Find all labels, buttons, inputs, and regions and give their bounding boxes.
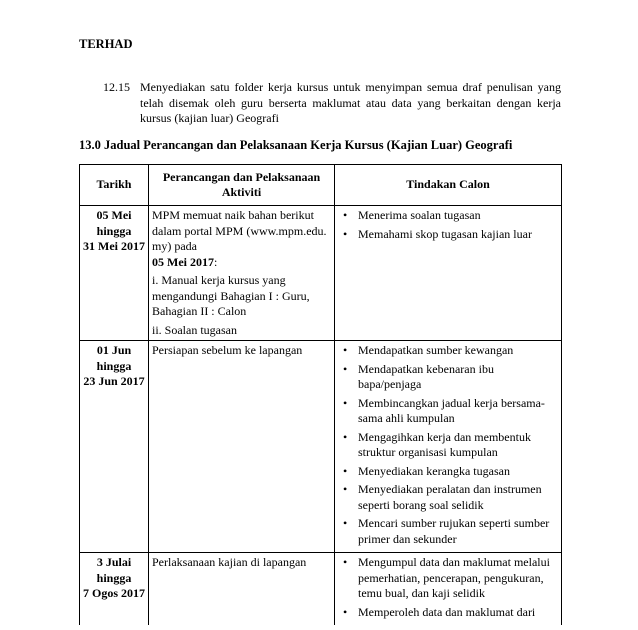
list-item: • Mengumpul data dan maklumat melalui pemerhatian, pencerapan, pengukuran, temu bual, dan kaji selidik [338, 555, 558, 602]
action-cell [335, 553, 562, 626]
header-action: Tindakan Calon [335, 165, 562, 206]
activity-cell [149, 341, 335, 553]
table-header-row [80, 165, 562, 206]
list-item: • Mendapatkan kebenaran ibu bapa/penjaga [338, 362, 558, 393]
date-cell [80, 206, 149, 341]
list-item: • Mengagihkan kerja dan membentuk struktur organisasi kumpulan [338, 430, 558, 461]
item-text: Menyediakan satu folder kerja kursus untuk menyimpan semua draf penulisan yang telah disemak oleh guru berserta maklumat atau data yang berkaitan dengan kerja kursus (kajian luar) Geografi [140, 80, 561, 125]
activity-text: Perlaksanaan kajian di lapangan [152, 555, 307, 569]
list-item: • Memahami skop tugasan kajian luar [338, 227, 558, 243]
date-end: 31 Mei 2017 [83, 239, 145, 253]
item-number: 12.15 [103, 80, 130, 94]
date-start: 3 Julai [96, 555, 132, 569]
list-item: • Memperoleh data dan maklumat dari [338, 605, 558, 621]
date-start: 01 Jun [96, 343, 132, 357]
list-item: • Menyediakan kerangka tugasan [338, 464, 558, 480]
action-cell [335, 206, 562, 341]
list-item: • Menyediakan peralatan dan instrumen seperti borang soal selidik [338, 482, 558, 513]
activity-text: i. Manual kerja kursus yang mengandungi Bahagian I : Guru, Bahagian II : Calon [152, 273, 310, 318]
list-item: • Membincangkan jadual kerja bersama-sama ahli kumpulan [338, 396, 558, 427]
list-item: • Mencari sumber rujukan seperti sumber primer dan sekunder [338, 516, 558, 547]
section-title: 13.0 Jadual Perancangan dan Pelaksanaan Kerja Kursus (Kajian Luar) Geografi [79, 138, 513, 152]
classification-label: TERHAD [79, 37, 133, 51]
date-sep: hingga [96, 570, 132, 585]
activity-cell [149, 206, 335, 341]
action-list [338, 555, 558, 620]
activity-text: MPM memuat naik bahan berikut dalam portal MPM (www.mpm.edu. my) pada [152, 208, 327, 253]
header-activity: Perancangan dan Pelaksanaan Aktiviti [149, 165, 335, 206]
activity-text: Persiapan sebelum ke lapangan [152, 343, 303, 357]
activity-text: ii. Soalan tugasan [152, 322, 237, 337]
header-date: Tarikh [80, 165, 149, 206]
schedule-table [79, 164, 562, 625]
date-cell [80, 553, 149, 626]
date-end: 23 Jun 2017 [83, 374, 145, 388]
action-cell [335, 341, 562, 553]
list-item: • Menerima soalan tugasan [338, 208, 558, 224]
date-end: 7 Ogos 2017 [83, 586, 146, 600]
date-sep: hingga [96, 358, 132, 373]
date-start: 05 Mei [96, 208, 132, 222]
date-cell [80, 341, 149, 553]
activity-cell [149, 553, 335, 626]
action-list [338, 208, 558, 242]
activity-date: 05 Mei 2017: [152, 254, 218, 269]
action-list [338, 343, 558, 547]
list-item: • Mendapatkan sumber kewangan [338, 343, 558, 359]
date-sep: hingga [96, 223, 132, 238]
table-row [80, 206, 562, 341]
numbered-item [103, 80, 561, 127]
table-row [80, 341, 562, 553]
table-row [80, 553, 562, 626]
